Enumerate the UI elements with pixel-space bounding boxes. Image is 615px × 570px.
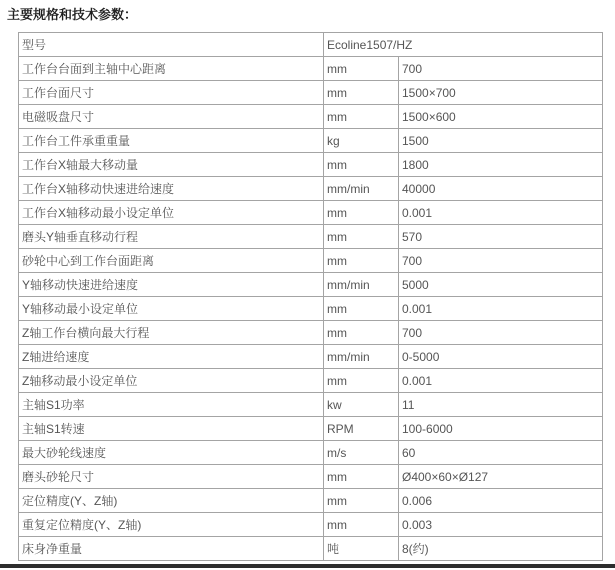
- spec-unit: mm: [324, 249, 399, 273]
- table-row: [19, 81, 603, 105]
- spec-label: 工作台工件承重重量: [19, 129, 324, 153]
- spec-unit: m/s: [324, 441, 399, 465]
- table-row: [19, 273, 603, 297]
- spec-value: 1500×600: [399, 105, 603, 129]
- table-row: [19, 513, 603, 537]
- spec-label: 磨头Y轴垂直移动行程: [19, 225, 324, 249]
- table-row: [19, 441, 603, 465]
- table-row: [19, 369, 603, 393]
- spec-value: 0.006: [399, 489, 603, 513]
- spec-unit: mm: [324, 57, 399, 81]
- spec-label: 工作台X轴移动最小设定单位: [19, 201, 324, 225]
- spec-value: 0.001: [399, 369, 603, 393]
- spec-unit: mm: [324, 465, 399, 489]
- spec-value: 0.001: [399, 297, 603, 321]
- spec-unit: mm: [324, 225, 399, 249]
- table-row: [19, 249, 603, 273]
- table-row: [19, 537, 603, 561]
- spec-unit: mm: [324, 369, 399, 393]
- model-value: Ecoline1507/HZ: [324, 33, 603, 57]
- table-row: [19, 177, 603, 201]
- spec-label: 磨头砂轮尺寸: [19, 465, 324, 489]
- spec-label: Y轴移动最小设定单位: [19, 297, 324, 321]
- spec-unit: mm: [324, 81, 399, 105]
- table-row: [19, 129, 603, 153]
- spec-value: 700: [399, 249, 603, 273]
- spec-value: 100-6000: [399, 417, 603, 441]
- spec-label: 重复定位精度(Y、Z轴): [19, 513, 324, 537]
- spec-label: 主轴S1功率: [19, 393, 324, 417]
- spec-value: 700: [399, 57, 603, 81]
- spec-label: 工作台X轴最大移动量: [19, 153, 324, 177]
- spec-value: 0.003: [399, 513, 603, 537]
- spec-label: Z轴进给速度: [19, 345, 324, 369]
- model-label: 型号: [19, 33, 324, 57]
- table-row: [19, 417, 603, 441]
- spec-unit: mm: [324, 321, 399, 345]
- spec-unit: mm/min: [324, 273, 399, 297]
- spec-value: 40000: [399, 177, 603, 201]
- spec-unit: mm: [324, 105, 399, 129]
- table-row: [19, 489, 603, 513]
- table-row: [19, 105, 603, 129]
- spec-label: 工作台台面到主轴中心距离: [19, 57, 324, 81]
- spec-value: Ø400×60×Ø127: [399, 465, 603, 489]
- spec-label: 主轴S1转速: [19, 417, 324, 441]
- spec-unit: mm/min: [324, 345, 399, 369]
- table-row: [19, 201, 603, 225]
- spec-unit: mm: [324, 297, 399, 321]
- spec-unit: kg: [324, 129, 399, 153]
- spec-value: 11: [399, 393, 603, 417]
- spec-value: 1500: [399, 129, 603, 153]
- spec-unit: mm: [324, 489, 399, 513]
- spec-value: 8(约): [399, 537, 603, 561]
- footer-divider-bar: [0, 564, 615, 568]
- spec-unit: mm: [324, 201, 399, 225]
- table-row: [19, 345, 603, 369]
- spec-unit: mm/min: [324, 177, 399, 201]
- page-title: 主要规格和技术参数：: [7, 7, 138, 22]
- table-row: [19, 225, 603, 249]
- spec-label: 床身净重量: [19, 537, 324, 561]
- spec-value: 0-5000: [399, 345, 603, 369]
- spec-label: 定位精度(Y、Z轴): [19, 489, 324, 513]
- spec-unit: kw: [324, 393, 399, 417]
- table-row: [19, 321, 603, 345]
- spec-value: 700: [399, 321, 603, 345]
- spec-value: 570: [399, 225, 603, 249]
- spec-label: Z轴移动最小设定单位: [19, 369, 324, 393]
- table-row: [19, 297, 603, 321]
- spec-unit: mm: [324, 153, 399, 177]
- spec-label: 最大砂轮线速度: [19, 441, 324, 465]
- spec-label: Y轴移动快速进给速度: [19, 273, 324, 297]
- table-row: [19, 57, 603, 81]
- model-row: [19, 33, 603, 57]
- table-row: [19, 393, 603, 417]
- table-row: [19, 153, 603, 177]
- spec-value: 5000: [399, 273, 603, 297]
- spec-unit: RPM: [324, 417, 399, 441]
- table-row: [19, 465, 603, 489]
- spec-table-body: [19, 33, 603, 561]
- spec-label: 工作台面尺寸: [19, 81, 324, 105]
- spec-label: 电磁吸盘尺寸: [19, 105, 324, 129]
- spec-unit: 吨: [324, 537, 399, 561]
- spec-table: [18, 32, 603, 561]
- spec-unit: mm: [324, 513, 399, 537]
- spec-label: Z轴工作台横向最大行程: [19, 321, 324, 345]
- spec-value: 60: [399, 441, 603, 465]
- spec-label: 砂轮中心到工作台面距离: [19, 249, 324, 273]
- spec-value: 1500×700: [399, 81, 603, 105]
- spec-value: 1800: [399, 153, 603, 177]
- spec-label: 工作台X轴移动快速进给速度: [19, 177, 324, 201]
- spec-value: 0.001: [399, 201, 603, 225]
